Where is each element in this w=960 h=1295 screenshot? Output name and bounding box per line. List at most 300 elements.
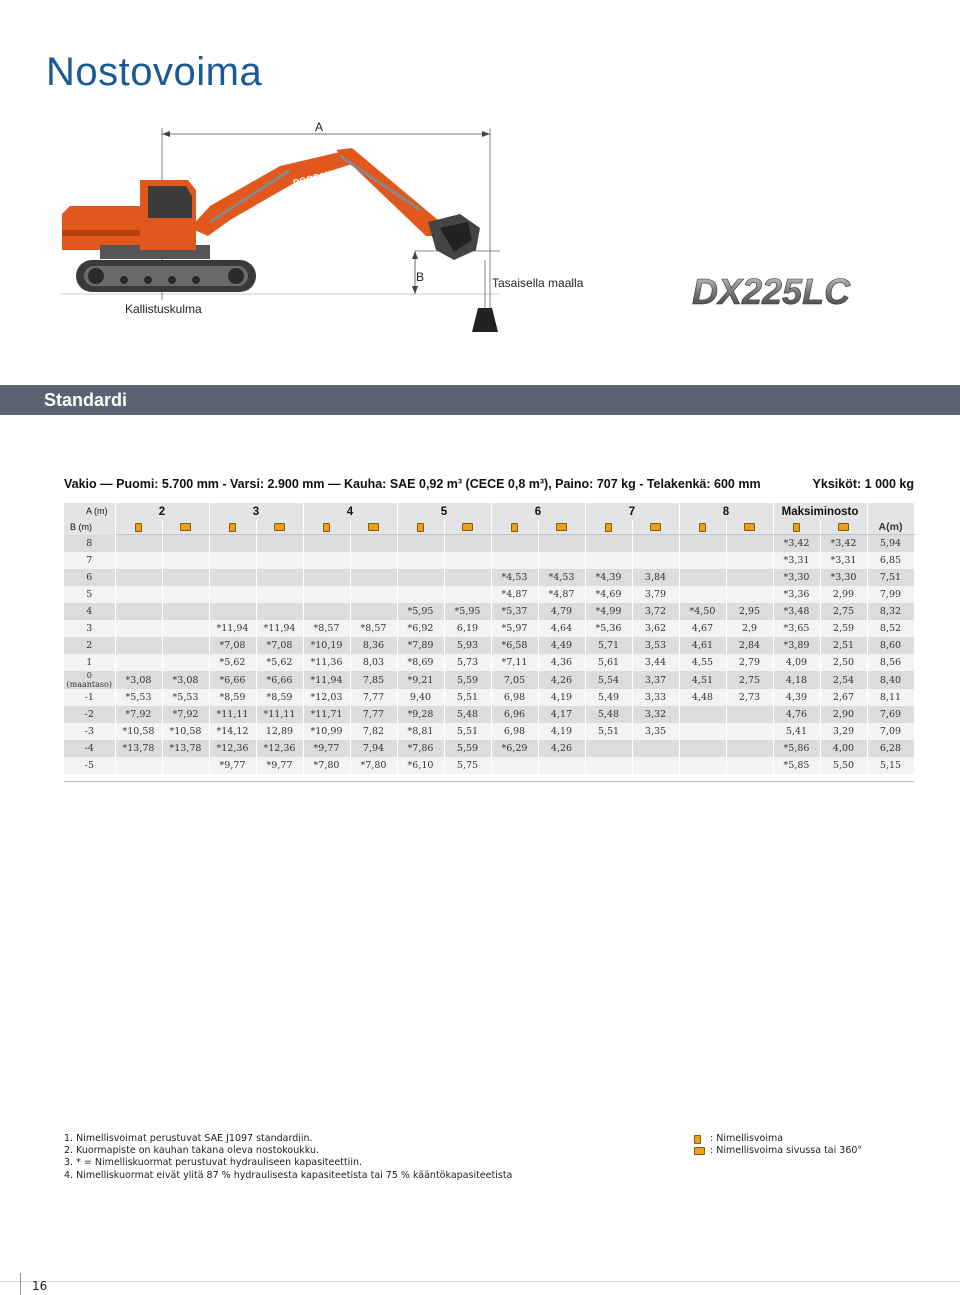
col-header: 7 xyxy=(585,503,679,520)
table-cell xyxy=(397,552,444,569)
table-cell: *8,59 xyxy=(256,689,303,706)
table-cell xyxy=(538,757,585,774)
table-cell: *4,69 xyxy=(585,586,632,603)
table-cell xyxy=(209,603,256,620)
table-cell xyxy=(585,552,632,569)
row-height-label: 8 xyxy=(64,535,115,553)
table-cell: *3,08 xyxy=(162,671,209,689)
table-cell xyxy=(632,535,679,553)
table-cell: *6,66 xyxy=(209,671,256,689)
dimension-a-label: A xyxy=(315,120,324,134)
brand-model-text: DX225LC xyxy=(692,271,851,312)
table-cell: 8,11 xyxy=(867,689,914,706)
front-load-icon xyxy=(699,523,706,532)
table-cell: *8,81 xyxy=(397,723,444,740)
table-cell xyxy=(632,552,679,569)
table-cell: 3,37 xyxy=(632,671,679,689)
table-cell xyxy=(726,706,773,723)
brand-logo xyxy=(690,270,902,312)
boom-brand-text: DOOSAN xyxy=(292,168,333,188)
table-cell: 5,54 xyxy=(585,671,632,689)
table-cell: 2,51 xyxy=(820,637,867,654)
units-label: Yksiköt: 1 000 kg xyxy=(812,477,914,491)
front-load-icon xyxy=(605,523,612,532)
table-row xyxy=(64,552,914,569)
table-cell: 5,50 xyxy=(820,757,867,774)
table-cell: 6,96 xyxy=(491,706,538,723)
excavator-diagram xyxy=(40,110,600,340)
table-cell: 4,09 xyxy=(773,654,820,671)
table-cell xyxy=(256,535,303,553)
table-cell: *4,53 xyxy=(538,569,585,586)
table-cell: 7,69 xyxy=(867,706,914,723)
table-cell: *11,94 xyxy=(303,671,350,689)
row-height-label: 7 xyxy=(64,552,115,569)
table-cell: *4,53 xyxy=(491,569,538,586)
table-cell: 5,51 xyxy=(444,723,491,740)
table-cell: *5,86 xyxy=(773,740,820,757)
table-cell xyxy=(303,586,350,603)
tilt-label: Kallistuskulma xyxy=(125,302,202,316)
table-cell xyxy=(679,706,726,723)
table-cell: 4,18 xyxy=(773,671,820,689)
col-header: 2 xyxy=(115,503,209,520)
table-row xyxy=(64,603,914,620)
table-cell: *4,50 xyxy=(679,603,726,620)
table-cell xyxy=(585,535,632,553)
table-cell: 3,53 xyxy=(632,637,679,654)
table-cell: *4,99 xyxy=(585,603,632,620)
table-cell: *8,59 xyxy=(209,689,256,706)
row-height-label: -4 xyxy=(64,740,115,757)
table-cell xyxy=(303,552,350,569)
side-load-icon xyxy=(744,523,755,531)
table-cell: *3,36 xyxy=(773,586,820,603)
table-cell: *5,62 xyxy=(209,654,256,671)
table-cell: 5,93 xyxy=(444,637,491,654)
table-cell: *11,36 xyxy=(303,654,350,671)
row-height-label: 4 xyxy=(64,603,115,620)
table-cell xyxy=(115,757,162,774)
table-cell: 7,77 xyxy=(350,689,397,706)
table-cell: *3,42 xyxy=(773,535,820,553)
table-cell xyxy=(209,535,256,553)
table-cell: *9,77 xyxy=(256,757,303,774)
table-cell xyxy=(303,535,350,553)
footnote-1: 1. Nimellisvoimat perustuvat SAE J1097 standardiin. xyxy=(64,1133,313,1144)
table-cell: *7,80 xyxy=(303,757,350,774)
table-cell: 2,84 xyxy=(726,637,773,654)
table-cell: 2,73 xyxy=(726,689,773,706)
table-cell xyxy=(444,569,491,586)
table-cell: *4,39 xyxy=(585,569,632,586)
table-cell: *13,78 xyxy=(115,740,162,757)
table-cell xyxy=(726,552,773,569)
table-cell xyxy=(162,552,209,569)
table-cell: 7,77 xyxy=(350,706,397,723)
table-cell: 8,56 xyxy=(867,654,914,671)
table-row xyxy=(64,689,914,706)
table-cell: *8,57 xyxy=(350,620,397,637)
table-cell: 2,75 xyxy=(820,603,867,620)
table-cell: 2,90 xyxy=(820,706,867,723)
table-cell xyxy=(162,603,209,620)
table-cell: 6,28 xyxy=(867,740,914,757)
front-load-icon xyxy=(511,523,518,532)
table-cell: *11,94 xyxy=(256,620,303,637)
table-cell xyxy=(491,552,538,569)
table-cell: *3,08 xyxy=(115,671,162,689)
table-cell: *4,87 xyxy=(538,586,585,603)
row-height-label: 0 (maantaso) xyxy=(64,671,115,689)
table-cell: *10,99 xyxy=(303,723,350,740)
table-cell xyxy=(585,757,632,774)
table-cell xyxy=(303,603,350,620)
table-cell: 8,32 xyxy=(867,603,914,620)
table-cell xyxy=(679,723,726,740)
row-height-label: 1 xyxy=(64,654,115,671)
legend-side xyxy=(694,1145,862,1157)
row-height-label: 5 xyxy=(64,586,115,603)
table-cell: 2,54 xyxy=(820,671,867,689)
section-title: Standardi xyxy=(44,390,128,410)
table-cell: 3,44 xyxy=(632,654,679,671)
table-cell xyxy=(115,654,162,671)
table-cell: *5,53 xyxy=(162,689,209,706)
table-cell: 2,95 xyxy=(726,603,773,620)
table-cell: 8,40 xyxy=(867,671,914,689)
table-cell xyxy=(444,535,491,553)
table-cell xyxy=(162,654,209,671)
table-cell: 4,00 xyxy=(820,740,867,757)
table-cell xyxy=(726,723,773,740)
table-cell: 5,59 xyxy=(444,740,491,757)
front-load-icon xyxy=(135,523,142,532)
table-cell: *6,58 xyxy=(491,637,538,654)
table-cell xyxy=(350,586,397,603)
table-cell: *12,36 xyxy=(209,740,256,757)
table-cell: *5,36 xyxy=(585,620,632,637)
table-cell: *6,66 xyxy=(256,671,303,689)
table-cell xyxy=(209,552,256,569)
dimension-b-label: B xyxy=(416,270,425,284)
corner-b-label: B (m) xyxy=(70,522,92,532)
table-cell: *9,77 xyxy=(303,740,350,757)
table-cell: *3,31 xyxy=(820,552,867,569)
table-cell xyxy=(209,569,256,586)
table-cell: 5,75 xyxy=(444,757,491,774)
table-cell xyxy=(632,757,679,774)
table-cell: *10,58 xyxy=(162,723,209,740)
table-cell: 5,48 xyxy=(585,706,632,723)
table-cell: 4,36 xyxy=(538,654,585,671)
table-cell: *7,80 xyxy=(350,757,397,774)
table-cell: 4,26 xyxy=(538,740,585,757)
legend-side-text: : Nimellisvoima sivussa tai 360° xyxy=(710,1145,863,1157)
table-cell xyxy=(115,535,162,553)
table-cell: 3,29 xyxy=(820,723,867,740)
table-cell xyxy=(726,569,773,586)
table-cell: *14,12 xyxy=(209,723,256,740)
table-cell xyxy=(491,757,538,774)
table-cell: 5,41 xyxy=(773,723,820,740)
table-cell: *5,95 xyxy=(444,603,491,620)
table-cell: *6,10 xyxy=(397,757,444,774)
table-cell: *13,78 xyxy=(162,740,209,757)
table-cell: 5,73 xyxy=(444,654,491,671)
table-cell xyxy=(256,586,303,603)
table-cell xyxy=(350,535,397,553)
table-cell: 5,59 xyxy=(444,671,491,689)
table-cell: 7,09 xyxy=(867,723,914,740)
table-cell: *10,19 xyxy=(303,637,350,654)
table-cell: *3,30 xyxy=(820,569,867,586)
front-load-icon xyxy=(793,523,800,532)
table-cell: 4,19 xyxy=(538,689,585,706)
front-load-icon xyxy=(417,523,424,532)
page-footer xyxy=(0,1281,960,1295)
table-row xyxy=(64,671,914,689)
table-cell xyxy=(350,603,397,620)
table-cell: *5,37 xyxy=(491,603,538,620)
table-cell xyxy=(397,569,444,586)
row-height-label: -2 xyxy=(64,706,115,723)
table-cell: 2,9 xyxy=(726,620,773,637)
legend-front xyxy=(694,1133,862,1145)
table-cell: 2,99 xyxy=(820,586,867,603)
table-cell xyxy=(444,552,491,569)
side-load-icon xyxy=(274,523,285,531)
front-load-icon xyxy=(323,523,330,532)
table-cell xyxy=(679,740,726,757)
table-cell xyxy=(162,757,209,774)
table-cell: 4,19 xyxy=(538,723,585,740)
row-height-label: -3 xyxy=(64,723,115,740)
table-cell: *7,11 xyxy=(491,654,538,671)
table-cell: 2,50 xyxy=(820,654,867,671)
table-cell: 3,35 xyxy=(632,723,679,740)
table-cell: 4,26 xyxy=(538,671,585,689)
table-cell: 6,98 xyxy=(491,723,538,740)
table-cell xyxy=(162,586,209,603)
table-cell: 4,61 xyxy=(679,637,726,654)
table-cell: 7,94 xyxy=(350,740,397,757)
table-cell: 6,85 xyxy=(867,552,914,569)
table-cell xyxy=(256,603,303,620)
table-row xyxy=(64,637,914,654)
table-cell: 4,49 xyxy=(538,637,585,654)
table-cell xyxy=(679,586,726,603)
footnotes xyxy=(64,1133,512,1182)
table-cell: 7,85 xyxy=(350,671,397,689)
table-cell: 7,05 xyxy=(491,671,538,689)
lift-capacity-table xyxy=(64,503,915,774)
table-cell: *7,89 xyxy=(397,637,444,654)
footnote-3: 3. * = Nimelliskuormat perustuvat hydrauliseen kapasiteettiin. xyxy=(64,1157,362,1169)
table-row xyxy=(64,569,914,586)
table-cell xyxy=(115,603,162,620)
table-cell: 2,79 xyxy=(726,654,773,671)
table-cell: 3,33 xyxy=(632,689,679,706)
side-load-icon xyxy=(180,523,191,531)
ground-label: Tasaisella maalla xyxy=(492,276,584,290)
col-header: 6 xyxy=(491,503,585,520)
corner-a-label: A (m) xyxy=(86,506,108,516)
table-cell xyxy=(115,586,162,603)
table-cell: *6,29 xyxy=(491,740,538,757)
table-cell: 5,51 xyxy=(585,723,632,740)
table-cell: *3,65 xyxy=(773,620,820,637)
front-load-icon xyxy=(229,523,236,532)
row-height-label: -1 xyxy=(64,689,115,706)
table-cell xyxy=(162,535,209,553)
table-cell: 2,67 xyxy=(820,689,867,706)
table-cell: 4,67 xyxy=(679,620,726,637)
table-cell xyxy=(256,569,303,586)
table-cell: 3,62 xyxy=(632,620,679,637)
table-header-row xyxy=(64,503,914,520)
table-cell: 5,15 xyxy=(867,757,914,774)
table-cell: *5,97 xyxy=(491,620,538,637)
table-cell xyxy=(726,757,773,774)
table-cell: *7,86 xyxy=(397,740,444,757)
table-cell xyxy=(162,620,209,637)
table-cell xyxy=(679,535,726,553)
table-cell: 6,98 xyxy=(491,689,538,706)
table-cell: *11,11 xyxy=(209,706,256,723)
table-cell: *9,28 xyxy=(397,706,444,723)
table-cell xyxy=(115,620,162,637)
table-row xyxy=(64,706,914,723)
table-cell: 3,32 xyxy=(632,706,679,723)
table-cell: *7,92 xyxy=(162,706,209,723)
side-load-icon xyxy=(556,523,567,531)
table-icon-row xyxy=(64,520,914,535)
table-cell xyxy=(397,586,444,603)
table-cell xyxy=(538,535,585,553)
row-height-label: 6 xyxy=(64,569,115,586)
table-cell xyxy=(115,569,162,586)
col-header: 4 xyxy=(303,503,397,520)
legend xyxy=(694,1133,862,1157)
table-cell: 5,61 xyxy=(585,654,632,671)
table-cell: *3,89 xyxy=(773,637,820,654)
am-header: A(m) xyxy=(867,520,914,535)
table-cell: *4,87 xyxy=(491,586,538,603)
table-cell: 4,64 xyxy=(538,620,585,637)
table-cell xyxy=(726,586,773,603)
table-cell xyxy=(256,552,303,569)
table-row xyxy=(64,654,914,671)
table-cell: 3,79 xyxy=(632,586,679,603)
table-cell: *11,94 xyxy=(209,620,256,637)
table-cell xyxy=(303,569,350,586)
spec-line: Vakio — Puomi: 5.700 mm - Varsi: 2.900 mm — Kauha: SAE 0,92 m³ (CECE 0,8 m³), Paino: 707 kg - Telakenkä: 600 mm xyxy=(64,477,761,491)
table-cell: *7,92 xyxy=(115,706,162,723)
table-cell: 7,51 xyxy=(867,569,914,586)
table-cell: 4,55 xyxy=(679,654,726,671)
table-cell: 5,71 xyxy=(585,637,632,654)
table-cell xyxy=(538,552,585,569)
table-cell: 8,36 xyxy=(350,637,397,654)
row-height-label: 2 xyxy=(64,637,115,654)
table-cell: *12,36 xyxy=(256,740,303,757)
table-cell: 4,51 xyxy=(679,671,726,689)
table-cell: 2,59 xyxy=(820,620,867,637)
footnote-2: 2. Kuormapiste on kauhan takana oleva nostokoukku. xyxy=(64,1145,320,1157)
row-height-label: 3 xyxy=(64,620,115,637)
page-number: 16 xyxy=(32,1279,48,1293)
table-cell: 8,03 xyxy=(350,654,397,671)
table-cell: 5,48 xyxy=(444,706,491,723)
table-cell: *11,11 xyxy=(256,706,303,723)
table-cell: *5,62 xyxy=(256,654,303,671)
table-cell xyxy=(397,535,444,553)
table-cell: 3,84 xyxy=(632,569,679,586)
table-cell: *3,48 xyxy=(773,603,820,620)
table-cell: *10,58 xyxy=(115,723,162,740)
table-row xyxy=(64,620,914,637)
col-header: 5 xyxy=(397,503,491,520)
col-header: 3 xyxy=(209,503,303,520)
table-cell: *5,85 xyxy=(773,757,820,774)
table-cell: 7,82 xyxy=(350,723,397,740)
table-cell: *7,08 xyxy=(209,637,256,654)
table-cell: *3,31 xyxy=(773,552,820,569)
side-load-icon xyxy=(462,523,473,531)
side-load-icon xyxy=(368,523,379,531)
table-cell: *3,30 xyxy=(773,569,820,586)
row-height-label: -5 xyxy=(64,757,115,774)
table-cell: 5,51 xyxy=(444,689,491,706)
table-cell xyxy=(491,535,538,553)
table-cell: *5,95 xyxy=(397,603,444,620)
table-cell: 12,89 xyxy=(256,723,303,740)
table-cell: 8,60 xyxy=(867,637,914,654)
page-title: Nostovoima xyxy=(46,50,263,94)
col-header: Maksiminosto xyxy=(773,503,867,520)
table-cell: *6,92 xyxy=(397,620,444,637)
table-row xyxy=(64,586,914,603)
table-cell: *8,57 xyxy=(303,620,350,637)
table-corner xyxy=(64,503,115,535)
table-cell: 4,17 xyxy=(538,706,585,723)
table-cell: *5,53 xyxy=(115,689,162,706)
front-load-icon xyxy=(694,1135,701,1144)
table-cell xyxy=(162,569,209,586)
table-cell: 3,72 xyxy=(632,603,679,620)
table-cell xyxy=(726,535,773,553)
table-cell: 4,39 xyxy=(773,689,820,706)
table-cell xyxy=(632,740,679,757)
table-cell xyxy=(350,569,397,586)
table-row xyxy=(64,757,914,774)
table-cell: 2,75 xyxy=(726,671,773,689)
table-cell: 5,49 xyxy=(585,689,632,706)
table-cell xyxy=(162,637,209,654)
table-cell xyxy=(444,586,491,603)
table-cell xyxy=(115,552,162,569)
table-cell xyxy=(679,569,726,586)
table-cell: 4,79 xyxy=(538,603,585,620)
table-cell: 7,99 xyxy=(867,586,914,603)
side-load-icon xyxy=(694,1147,705,1155)
table-cell: *7,08 xyxy=(256,637,303,654)
table-cell: *8,69 xyxy=(397,654,444,671)
table-cell: *3,42 xyxy=(820,535,867,553)
table-cell: 4,48 xyxy=(679,689,726,706)
table-cell: *9,21 xyxy=(397,671,444,689)
